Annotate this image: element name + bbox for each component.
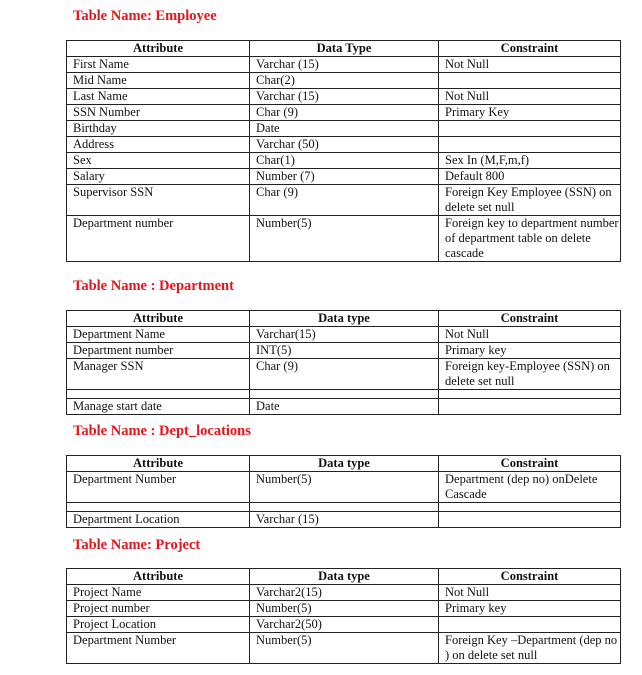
constraint-cell <box>439 137 621 153</box>
constraint-cell: Not Null <box>439 585 621 601</box>
header-data-type: Data type <box>250 311 439 327</box>
constraint-cell: Not Null <box>439 57 621 73</box>
constraint-cell: Default 800 <box>439 169 621 185</box>
attribute-cell: Birthday <box>67 121 250 137</box>
header-attribute: Attribute <box>67 311 250 327</box>
constraint-cell: Not Null <box>439 327 621 343</box>
table-row <box>67 343 621 359</box>
employee-table-title: Table Name: Employee <box>73 8 217 24</box>
table-header-row <box>67 41 621 57</box>
table-row <box>67 399 621 415</box>
header-data-type: Data type <box>250 569 439 585</box>
table-row <box>67 512 621 528</box>
header-attribute: Attribute <box>67 569 250 585</box>
attribute-cell: Supervisor SSN <box>67 185 250 216</box>
data-type-cell: Char(1) <box>250 153 439 169</box>
table-spacer-row <box>67 390 621 399</box>
table-row <box>67 105 621 121</box>
table-row <box>67 585 621 601</box>
table-header-row <box>67 456 621 472</box>
constraint-cell <box>439 73 621 89</box>
table-row <box>67 359 621 390</box>
attribute-cell: SSN Number <box>67 105 250 121</box>
data-type-cell: Char(2) <box>250 73 439 89</box>
attribute-cell: Department Name <box>67 327 250 343</box>
data-type-cell: Number (7) <box>250 169 439 185</box>
constraint-cell <box>439 512 621 528</box>
attribute-cell: Address <box>67 137 250 153</box>
table-row <box>67 57 621 73</box>
header-constraint: Constraint <box>439 456 621 472</box>
header-data-type: Data type <box>250 456 439 472</box>
table-row <box>67 137 621 153</box>
data-type-cell: Varchar (15) <box>250 57 439 73</box>
constraint-cell: Foreign key-Employee (SSN) on delete set null <box>439 359 621 390</box>
data-type-cell: Varchar2(15) <box>250 585 439 601</box>
constraint-cell: Department (dep no) onDelete Cascade <box>439 472 621 503</box>
dept-locations-table <box>66 455 621 528</box>
data-type-cell: Char (9) <box>250 185 439 216</box>
header-attribute: Attribute <box>67 41 250 57</box>
attribute-cell: Manage start date <box>67 399 250 415</box>
data-type-cell: Varchar (15) <box>250 512 439 528</box>
constraint-cell: Foreign Key Employee (SSN) on delete set null <box>439 185 621 216</box>
constraint-cell: Not Null <box>439 89 621 105</box>
employee-table <box>66 40 621 262</box>
constraint-cell: Primary key <box>439 601 621 617</box>
attribute-cell: First Name <box>67 57 250 73</box>
header-constraint: Constraint <box>439 41 621 57</box>
header-attribute: Attribute <box>67 456 250 472</box>
attribute-cell: Department number <box>67 216 250 262</box>
data-type-cell: Number(5) <box>250 216 439 262</box>
constraint-cell <box>439 399 621 415</box>
table-spacer-row <box>67 503 621 512</box>
constraint-cell: Foreign Key –Department (dep no ) on delete set null <box>439 633 621 664</box>
department-table-title: Table Name : Department <box>73 278 234 294</box>
table-row <box>67 472 621 503</box>
table-header-row <box>67 569 621 585</box>
data-type-cell: Varchar (50) <box>250 137 439 153</box>
department-table <box>66 310 621 415</box>
attribute-cell: Salary <box>67 169 250 185</box>
data-type-cell: Char (9) <box>250 359 439 390</box>
data-type-cell: INT(5) <box>250 343 439 359</box>
table-row <box>67 153 621 169</box>
table-row <box>67 73 621 89</box>
constraint-cell <box>439 617 621 633</box>
table-row <box>67 601 621 617</box>
attribute-cell: Department Location <box>67 512 250 528</box>
attribute-cell: Department Number <box>67 633 250 664</box>
table-row <box>67 617 621 633</box>
table-row <box>67 185 621 216</box>
data-type-cell: Date <box>250 399 439 415</box>
attribute-cell: Mid Name <box>67 73 250 89</box>
table-row <box>67 327 621 343</box>
attribute-cell: Manager SSN <box>67 359 250 390</box>
data-type-cell: Varchar(15) <box>250 327 439 343</box>
constraint-cell: Primary Key <box>439 105 621 121</box>
table-row <box>67 633 621 664</box>
table-row <box>67 169 621 185</box>
data-type-cell: Number(5) <box>250 472 439 503</box>
attribute-cell: Project number <box>67 601 250 617</box>
attribute-cell: Project Location <box>67 617 250 633</box>
table-row <box>67 216 621 262</box>
attribute-cell: Department Number <box>67 472 250 503</box>
constraint-cell: Foreign key to department number of department table on delete cascade <box>439 216 621 262</box>
header-data-type: Data Type <box>250 41 439 57</box>
constraint-cell <box>439 121 621 137</box>
constraint-cell: Primary key <box>439 343 621 359</box>
table-header-row <box>67 311 621 327</box>
data-type-cell: Date <box>250 121 439 137</box>
attribute-cell: Last Name <box>67 89 250 105</box>
attribute-cell: Project Name <box>67 585 250 601</box>
attribute-cell: Sex <box>67 153 250 169</box>
table-row <box>67 121 621 137</box>
dept-locations-table-title: Table Name : Dept_locations <box>73 423 251 439</box>
data-type-cell: Varchar2(50) <box>250 617 439 633</box>
header-constraint: Constraint <box>439 569 621 585</box>
data-type-cell: Number(5) <box>250 601 439 617</box>
header-constraint: Constraint <box>439 311 621 327</box>
constraint-cell: Sex In (M,F,m,f) <box>439 153 621 169</box>
table-row <box>67 89 621 105</box>
data-type-cell: Char (9) <box>250 105 439 121</box>
data-type-cell: Varchar (15) <box>250 89 439 105</box>
project-table-title: Table Name: Project <box>73 537 201 553</box>
project-table <box>66 568 621 664</box>
data-type-cell: Number(5) <box>250 633 439 664</box>
attribute-cell: Department number <box>67 343 250 359</box>
